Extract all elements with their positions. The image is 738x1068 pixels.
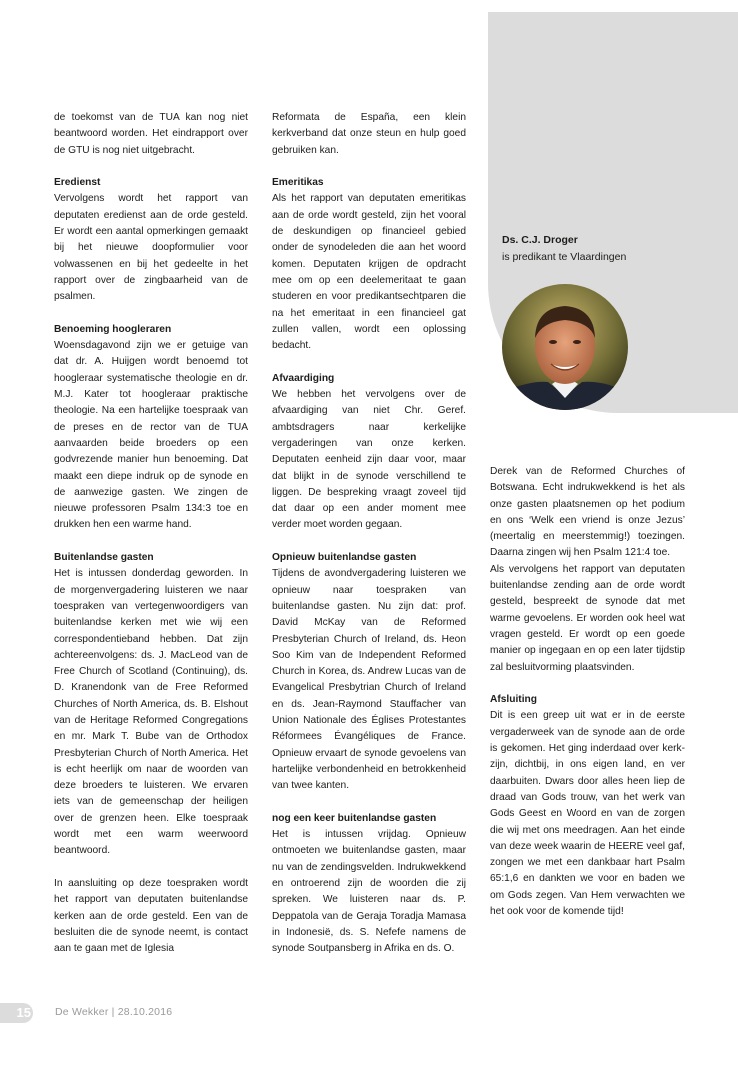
author-box <box>502 232 732 266</box>
paragraph: Als het rapport van deputaten emeritikas aan de orde wordt gesteld, zijn het vooral de deskundigen op financieel gebied onder de synodeleden die aan het woord komen. Deputaten krijgen de opdracht mee om op een deelemeritaat te gaan studeren en voor predikantsechtparen die na het emeritaat in een financieel gat zullen vallen, wordt een oplossing bedacht. <box>272 193 466 352</box>
paragraph: Woensdagavond zijn we er getuige van dat dr. A. Huijgen wordt benoemd tot hoogleraar systematische theologie en dr. M.J. Kater tot hoogleraar praktische theologie. Na een hartelijke toespraak van de preses en de rector van de TUA aanvaarden beide broeders op een godvrezende manier hun benoeming. Dat maakt een diepe indruk op de synode en de aanwezige gasten. We zingen de nieuwe professoren Psalm 134:3 toe en drukken hen een warme hand. <box>54 340 248 531</box>
section-heading: Eredienst <box>54 177 101 189</box>
paragraph-gap <box>272 794 466 810</box>
paragraph: Als vervolgens het rapport van deputaten buitenlandse zending aan de orde wordt gesteld, bespreekt de synode dat met warme gevoelens. Er worden ook heel wat vragen gesteld. Er wordt op een goede manier op ingegaan en op een later tijdstip zal besluitvorming plaatsvinden. <box>490 563 685 673</box>
section-heading: Afsluiting <box>490 694 537 706</box>
author-name: Ds. C.J. Droger <box>502 234 578 246</box>
author-role: is predikant te Vlaardingen <box>502 251 627 263</box>
paragraph-gap <box>54 306 248 322</box>
paragraph-gap <box>54 860 248 876</box>
paragraph-gap <box>54 159 248 175</box>
section-heading: Emeritikas <box>272 177 324 189</box>
article-column-3 <box>490 464 685 920</box>
paragraph-gap <box>272 159 466 175</box>
page-footer <box>0 1003 300 1023</box>
paragraph-gap <box>490 676 685 692</box>
paragraph: In aansluiting op deze toespraken wordt het rapport van deputaten buitenlandse kerken aan de orde gesteld. Een van de besluiten die de synode neemt, is contact aan te gaan met de Iglesia <box>54 877 248 955</box>
paragraph: Reformata de España, een klein kerkverband dat onze steun en hulp goed gebruiken kan. <box>272 112 466 156</box>
paragraph-gap <box>54 534 248 550</box>
paragraph: de toekomst van de TUA kan nog niet beantwoord worden. Het eindrapport over de GTU is nog niet uitgebracht. <box>54 112 248 156</box>
paragraph: We hebben het vervolgens over de afvaardiging van niet Chr. Geref. ambtsdragers naar kerkelijke vergaderingen van onze kerken. Deputaten eenheid zijn daar voor, maar dat blijkt in de synode verschillend te liggen. De bespreking vraagt zoveel tijd dat daar op een ander moment mee verder moet worden gegaan. <box>272 389 466 531</box>
paragraph: Vervolgens wordt het rapport van deputaten eredienst aan de orde gesteld. Er wordt een aantal opmerkingen gemaakt bij het nieuwe doopformulier voor volwassenen en bij het gedeelte in het rapport over de zingbaarheid van de psalmen. <box>54 193 248 303</box>
paragraph: Derek van de Reformed Churches of Botswana. Echt indrukwekkend is het als onze gasten plaatsnemen op het podium en ons ‘Welk een vriend is onze Jezus’ (meertalig en meerstemmig!) toezingen. Daarna zingen wij hen Psalm 121:4 toe. <box>490 466 685 559</box>
paragraph: Tijdens de avondvergadering luisteren we opnieuw naar toespraken van buitenlandse gasten. Nu zijn dat: prof. David McKay van de Reformed Presbyterian Church of Ireland, ds. Heon Soo Kim van de Independent Reformed Church in Korea, ds. Andrew Lucas van de Evangelical Presbytrian Church of Ireland en ds. Jean-Raymond Stauffacher van Union Nationale des Églises Protestantes Réformees Évangéliques de France. Opnieuw ervaart de synode gevoelens van hartelijke verbondenheid en betrokkenheid van twee kanten. <box>272 568 466 792</box>
section-heading: Opnieuw buitenlandse gasten <box>272 552 417 564</box>
author-portrait <box>502 284 628 410</box>
article-column-1 <box>54 110 248 957</box>
section-heading: nog een keer buitenlandse gasten <box>272 812 437 824</box>
page-number: 15 <box>0 1003 33 1023</box>
portrait-photo <box>502 284 628 410</box>
paragraph-gap <box>272 354 466 370</box>
footer-separator: | <box>111 1006 115 1018</box>
issue-date: 28.10.2016 <box>117 1006 173 1018</box>
section-heading: Benoeming hoogleraren <box>54 323 172 335</box>
paragraph: Het is intussen vrijdag. Opnieuw ontmoeten we buitenlandse gasten, maar nu van de zendingsvelden. Indrukwekkend en ontroerend zijn de woorden die zij spreken. We luisteren naar ds. P. Deppatola van de Geraja Toradja Mamasa in Indonesië, ds. S. Nefefe namens de synode Soutpansberg in Afrika en ds. O. <box>272 829 466 955</box>
paragraph: Dit is een greep uit wat er in de eerste vergaderweek van de synode aan de orde is gekomen. Het ging inderdaad over kerk-zijn, dichtbij, in ons eigen land, en ver daarbuiten. Dwars door alles heen liep de draad van Gods trouw, van het werk van Gods Geest en Woord en van de zorgen die wij met ons meedragen. Aan het einde van deze week waarin de HEERE veel gaf, zongen we met een dankbaar hart Psalm 65:1,6 en dankten we voor en baden we om Gods zegen. Van Hem verwachten we het ook voor de komende tijd! <box>490 710 685 918</box>
paragraph-gap <box>272 534 466 550</box>
article-column-2 <box>272 110 466 957</box>
section-heading: Buitenlandse gasten <box>54 552 154 564</box>
paragraph: Het is intussen donderdag geworden. In de morgenvergadering luisteren we naar toespraken van vertegenwoordigers van buitenlandse kerken met wie wij een correspondentieband hebben. Dat zijn achtereenvolgens: ds. J. MacLeod van de Free Church of Scotland (Continuing), ds. D. Kranendonk van de Free Reformed Churches of North America, ds. B. Elshout van de Heritage Reformed Congregations en mr. Mark T. Bube van de Orthodox Presbyterian Church of North America. Het is echt heerlijk om naar de woorden van deze broeders te luisteren. We ervaren iets van de gemeenschap der heiligen over de grenzen heen. Elke toespraak wordt met een warm weerwoord beantwoord. <box>54 568 248 857</box>
publication-name: De Wekker <box>55 1006 109 1018</box>
section-heading: Afvaardiging <box>272 372 335 384</box>
footer-publication <box>55 1006 172 1018</box>
